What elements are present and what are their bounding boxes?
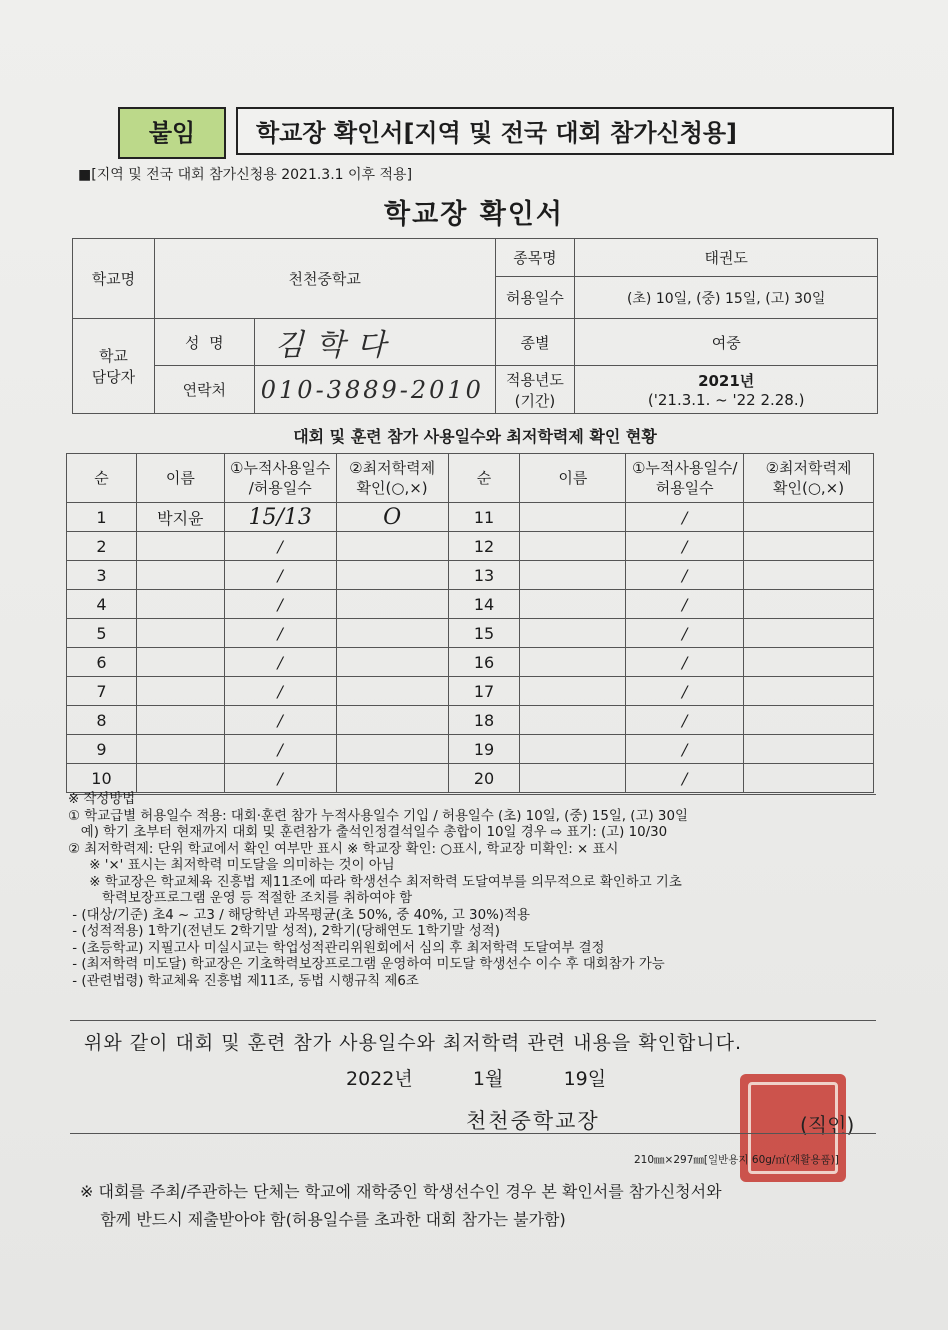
note-line: ※ 학교장은 학교체육 진흥법 제11조에 따라 학생선수 최저학력 도달여부를 의무적으로 확인하고 기초 — [68, 874, 682, 890]
row-days: / — [224, 677, 336, 706]
row-days-right: / — [626, 503, 744, 532]
row-name-right — [520, 764, 626, 793]
year-value-cell — [575, 366, 878, 414]
header-days-right — [626, 454, 744, 503]
row-days-right: / — [626, 764, 744, 793]
row-days: / — [224, 561, 336, 590]
sport-label: 종목명 — [495, 239, 575, 277]
row-no-right: 14 — [448, 590, 520, 619]
header-days-line1: ①누적사용일수 — [230, 459, 331, 477]
header-no: 순 — [67, 454, 137, 503]
row-days-right: / — [626, 706, 744, 735]
header-min-line1: ②최저학력제 — [349, 459, 436, 477]
row-no: 6 — [67, 648, 137, 677]
document-title: 학교장 확인서 — [384, 199, 564, 230]
header-days-right-line2: 허용일수 — [655, 479, 714, 497]
row-min — [336, 735, 448, 764]
table-row — [67, 677, 874, 706]
header-days-line2: /허용일수 — [248, 479, 312, 497]
row-days-right: / — [626, 590, 744, 619]
row-days: / — [224, 706, 336, 735]
row-days: / — [224, 590, 336, 619]
row-name — [136, 561, 224, 590]
row-no: 5 — [67, 619, 137, 648]
date-year: 2022년 — [346, 1068, 413, 1090]
row-no-right: 12 — [448, 532, 520, 561]
note-line: - (최저학력 미도달) 학교장은 기초학력보장프로그램 운영하여 미도달 학생선수 이수 후 대회참가 가능 — [68, 957, 665, 972]
table-row — [67, 619, 874, 648]
row-name — [136, 619, 224, 648]
manager-contact: 010-3889-2010 — [254, 366, 495, 414]
row-days-right: / — [626, 648, 744, 677]
school-label: 학교명 — [73, 239, 155, 319]
row-days-right: / — [626, 561, 744, 590]
row-min-right — [744, 648, 874, 677]
section-title: 대회 및 훈련 참가 사용일수와 최저학력제 확인 현황 — [293, 427, 657, 446]
row-days-right: / — [626, 532, 744, 561]
row-no: 1 — [67, 503, 137, 532]
paper-spec: 210㎜×297㎜[일반용지 60g/㎡(재활용품)] — [634, 1154, 839, 1166]
row-no-right: 19 — [448, 735, 520, 764]
row-min-right — [744, 706, 874, 735]
table-row — [67, 561, 874, 590]
year-label — [495, 366, 575, 414]
note-line: 학력보장프로그램 운영 등 적절한 조치를 취하여야 함 — [68, 891, 413, 906]
header-days — [224, 454, 336, 503]
notes — [68, 792, 880, 990]
note-line: - (초등학교) 지필고사 미실시교는 학업성적관리위원회에서 심의 후 최저학력 도달여부 결정 — [68, 940, 605, 956]
row-min-right — [744, 619, 874, 648]
manager-label — [73, 319, 155, 414]
row-name — [136, 764, 224, 793]
row-days-right: / — [626, 735, 744, 764]
row-name-right — [520, 503, 626, 532]
applicability-note: ■[지역 및 전국 대회 참가신청용 2021.3.1 이후 적용] — [78, 167, 413, 183]
row-no-right: 15 — [448, 619, 520, 648]
table-row — [67, 706, 874, 735]
row-name: 박지윤 — [136, 503, 224, 532]
row-name — [136, 648, 224, 677]
row-min — [336, 764, 448, 793]
table-row — [67, 764, 874, 793]
note-line: - (대상/기준) 초4 ~ 고3 / 해당학년 과목평균(초 50%, 중 40%, 고 30%)적용 — [68, 907, 530, 923]
table-row — [67, 503, 874, 532]
note-line: 예) 학기 초부터 현재까지 대회 및 훈련참가 출석인정결석일수 총합이 10일 경우 ⇨ 표기: (고) 10/30 — [68, 825, 668, 840]
note-line: ※ 작성방법 — [68, 792, 136, 807]
row-min-right — [744, 532, 874, 561]
row-min-right — [744, 503, 874, 532]
note-line: ② 최저학력제: 단위 학교에서 확인 여부만 표시 ※ 학교장 확인: ○표시, 학교장 미확인: × 표시 — [68, 841, 619, 857]
manager-label-line2: 담당자 — [91, 368, 136, 386]
school-value: 천천중학교 — [154, 239, 495, 319]
row-no-right: 13 — [448, 561, 520, 590]
row-days: / — [224, 735, 336, 764]
row-no: 9 — [67, 735, 137, 764]
row-name-right — [520, 590, 626, 619]
allowed-days-label: 허용일수 — [495, 277, 575, 319]
header-min-right-line2: 확인(○,×) — [772, 479, 845, 497]
contact-label: 연락처 — [154, 366, 254, 414]
row-name — [136, 677, 224, 706]
row-min — [336, 648, 448, 677]
allowed-days-value: (초) 10일, (중) 15일, (고) 30일 — [575, 277, 878, 319]
principal-name: 천천중학교장 — [466, 1109, 600, 1133]
row-min-right — [744, 764, 874, 793]
row-min — [336, 706, 448, 735]
sport-value: 태권도 — [575, 239, 878, 277]
gender-value: 여중 — [575, 319, 878, 366]
header-min — [336, 454, 448, 503]
row-no-right: 17 — [448, 677, 520, 706]
seal-label: (직인) — [800, 1113, 855, 1137]
table-row — [67, 648, 874, 677]
header-no-right: 순 — [448, 454, 520, 503]
row-min-right — [744, 561, 874, 590]
row-no: 7 — [67, 677, 137, 706]
row-name-right — [520, 706, 626, 735]
date-day: 19일 — [563, 1068, 607, 1090]
year-label-line2: (기간) — [514, 391, 556, 410]
row-min-right — [744, 590, 874, 619]
info-table — [72, 238, 878, 414]
header-min-right-line1: ②최저학력제 — [765, 459, 852, 477]
row-name — [136, 590, 224, 619]
footer-note — [80, 1178, 870, 1234]
row-days-right: / — [626, 619, 744, 648]
issue-date — [346, 1064, 606, 1091]
row-min — [336, 677, 448, 706]
row-name-right — [520, 561, 626, 590]
row-days: / — [224, 648, 336, 677]
header-name: 이름 — [136, 454, 224, 503]
row-no: 10 — [67, 764, 137, 793]
row-name-right — [520, 532, 626, 561]
table-row — [67, 590, 874, 619]
row-name — [136, 735, 224, 764]
row-name-right — [520, 677, 626, 706]
manager-label-line1: 학교 — [98, 347, 128, 365]
year-label-line1: 적용년도 — [505, 370, 564, 389]
confirmation-statement: 위와 같이 대회 및 훈련 참가 사용일수와 최저학력 관련 내용을 확인합니다. — [84, 1032, 743, 1054]
row-no: 4 — [67, 590, 137, 619]
row-min — [336, 532, 448, 561]
header-days-right-line1: ①누적사용일수/ — [631, 459, 738, 477]
row-no-right: 20 — [448, 764, 520, 793]
row-name — [136, 532, 224, 561]
note-line: - (관련법령) 학교체육 진흥법 제11조, 동법 시행규칙 제6조 — [68, 973, 419, 989]
row-days-right: / — [626, 677, 744, 706]
year-value: 2021년 — [698, 372, 755, 390]
row-min: O — [336, 503, 448, 532]
table-row — [67, 532, 874, 561]
row-no-right: 11 — [448, 503, 520, 532]
divider — [70, 1133, 876, 1134]
row-days: / — [224, 764, 336, 793]
header-name-right: 이름 — [520, 454, 626, 503]
note-line: ※ '×' 표시는 최저학력 미도달을 의미하는 것이 아님 — [68, 858, 395, 873]
note-line: - (성적적용) 1학기(전년도 2학기말 성적), 2학기(당해연도 1학기말 성적) — [68, 924, 500, 939]
row-min — [336, 619, 448, 648]
footer-line: ※ 대회를 주최/주관하는 단체는 학교에 재학중인 학생선수인 경우 본 확인서를 참가신청서와 — [80, 1182, 722, 1201]
table-row — [67, 735, 874, 764]
usage-table — [66, 453, 874, 793]
row-days: / — [224, 532, 336, 561]
row-name-right — [520, 735, 626, 764]
period-value: ('21.3.1. ~ '22 2.28.) — [647, 391, 805, 409]
row-min-right — [744, 735, 874, 764]
name-label: 성 명 — [154, 319, 254, 366]
row-name-right — [520, 648, 626, 677]
row-no: 2 — [67, 532, 137, 561]
row-days: 15/13 — [224, 503, 336, 532]
header-title: 학교장 확인서[지역 및 전국 대회 참가신청용] — [236, 107, 894, 155]
header-min-right — [744, 454, 874, 503]
row-min — [336, 590, 448, 619]
note-line: ① 학교급별 허용일수 적용: 대회·훈련 참가 누적사용일수 기입 / 허용일수 (초) 10일, (중) 15일, (고) 30일 — [68, 808, 688, 824]
row-no: 3 — [67, 561, 137, 590]
divider — [70, 1020, 876, 1021]
row-no-right: 16 — [448, 648, 520, 677]
row-no-right: 18 — [448, 706, 520, 735]
header-min-line2: 확인(○,×) — [356, 479, 428, 497]
row-name-right — [520, 619, 626, 648]
row-min — [336, 561, 448, 590]
footer-line: 함께 반드시 제출받아야 함(허용일수를 초과한 대회 참가는 불가함) — [80, 1210, 566, 1229]
row-no: 8 — [67, 706, 137, 735]
row-days: / — [224, 619, 336, 648]
date-month: 1월 — [472, 1068, 504, 1090]
manager-name: 김학다 — [254, 319, 495, 366]
gender-label: 종별 — [495, 319, 575, 366]
row-min-right — [744, 677, 874, 706]
attachment-label: 붙임 — [118, 107, 226, 159]
row-name — [136, 706, 224, 735]
